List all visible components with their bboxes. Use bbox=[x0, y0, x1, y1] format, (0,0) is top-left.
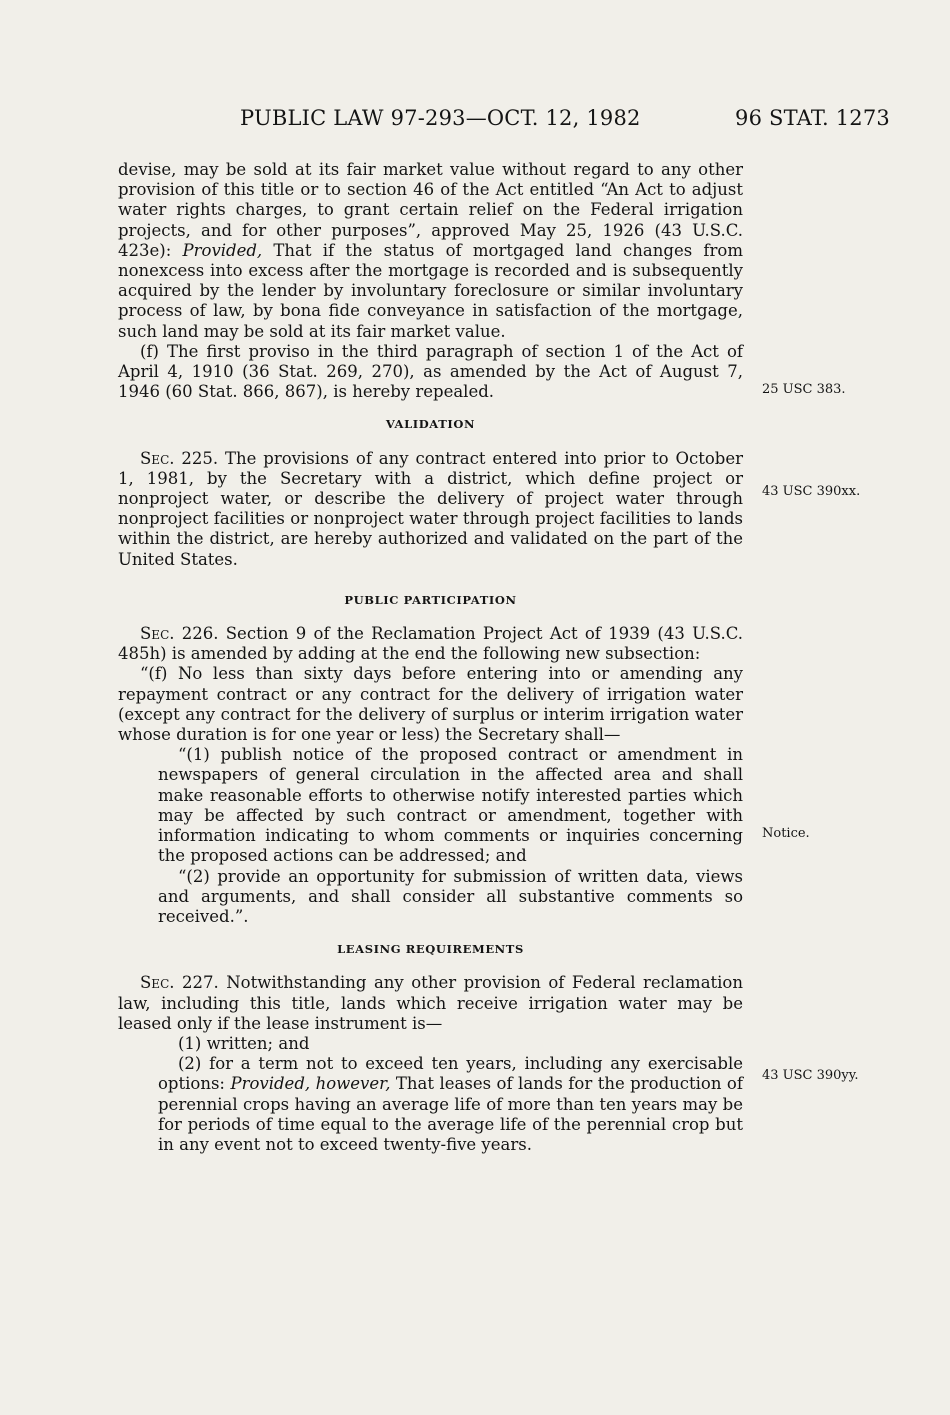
section-227-item-2: (2) for a term not to exceed ten years, including any exercisable options: Provided, however, That leases of lands for the production of perennial crops having an average life of more than ten years may be for periods of time equal to the average life of the perennial crop but in any event not to exceed twenty-five years. bbox=[158, 1054, 743, 1154]
margin-note-43-usc-390yy: 43 USC 390yy. bbox=[762, 1068, 859, 1083]
section-226-subsection-f: “(f) No less than sixty days before entering into or amending any repayment contract or any contract for the delivery of irrigation water (except any contract for the delivery of surplus or interim irrigation water whose duration is for one year or less) the Secretary shall— bbox=[118, 664, 743, 745]
paragraph-continued: devise, may be sold at its fair market value without regard to any other provision of this title or to section 46 of the Act entitled “An Act to adjust water rights charges, to grant certain relief on the Federal irrigation projects, and for other purposes”, approved May 25, 1926 (43 U.S.C. 423e): Provided, That if the status of mortgaged land changes from nonexcess into excess after the mortgage is recorded and is subsequently acquired by the lender by involuntary foreclosure or similar involuntary process of law, by bona fide conveyance in satisfaction of the mortgage, such land may be sold at its fair market value. bbox=[118, 160, 744, 341]
margin-note-43-usc-390xx: 43 USC 390xx. bbox=[762, 484, 861, 499]
section-227: Sec. 227. Notwithstanding any other provision of Federal reclamation law, including this title, lands which receive irrigation water may be leased only if the lease instrument is— bbox=[118, 973, 743, 1033]
margin-note-notice: Notice. bbox=[762, 826, 810, 841]
statute-body bbox=[118, 160, 743, 1155]
heading-validation: VALIDATION bbox=[385, 417, 476, 432]
header-law-title: PUBLIC LAW 97-293—OCT. 12, 1982 bbox=[240, 106, 641, 130]
italic-provided: Provided, bbox=[182, 240, 263, 260]
section-226: Sec. 226. Section 9 of the Reclamation Project Act of 1939 (43 U.S.C. 485h) is amended by adding at the end the following new subsection: bbox=[118, 624, 743, 664]
section-226-item-1: “(1) publish notice of the proposed contract or amendment in newspapers of general circulation in the affected area and shall make reasonable efforts to otherwise notify interested parties which may be affected by such contract or amendment, together with information indicating to whom comments or inquiries concerning the proposed actions can be addressed; and bbox=[158, 745, 743, 866]
page-header bbox=[240, 106, 890, 142]
paragraph-f: (f) The first proviso in the third paragraph of section 1 of the Act of April 4, 1910 (36 Stat. 269, 270), as amended by the Act of August 7, 1946 (60 Stat. 866, 867), is hereby repealed. bbox=[118, 341, 743, 402]
header-stat-page: 96 STAT. 1273 bbox=[735, 106, 890, 130]
heading-public-participation: PUBLIC PARTICIPATION bbox=[344, 592, 517, 607]
section-226-item-2: “(2) provide an opportunity for submission of written data, views and arguments, and shall consider all substantive comments so received.”. bbox=[158, 866, 743, 926]
section-227-item-1: (1) written; and bbox=[178, 1033, 310, 1053]
margin-note-25-usc-383: 25 USC 383. bbox=[762, 382, 846, 397]
section-225: Sec. 225. The provisions of any contract entered into prior to October 1, 1981, by the Secretary with a district, which define project or nonproject water, or describe the delivery of project water through nonproject facilities or nonproject water through project facilities to lands within the district, are hereby authorized and validated on the part of the United States. bbox=[118, 448, 743, 569]
heading-leasing-requirements: LEASING REQUIREMENTS bbox=[337, 942, 524, 957]
italic-provided-however: Provided, however, bbox=[230, 1074, 391, 1094]
